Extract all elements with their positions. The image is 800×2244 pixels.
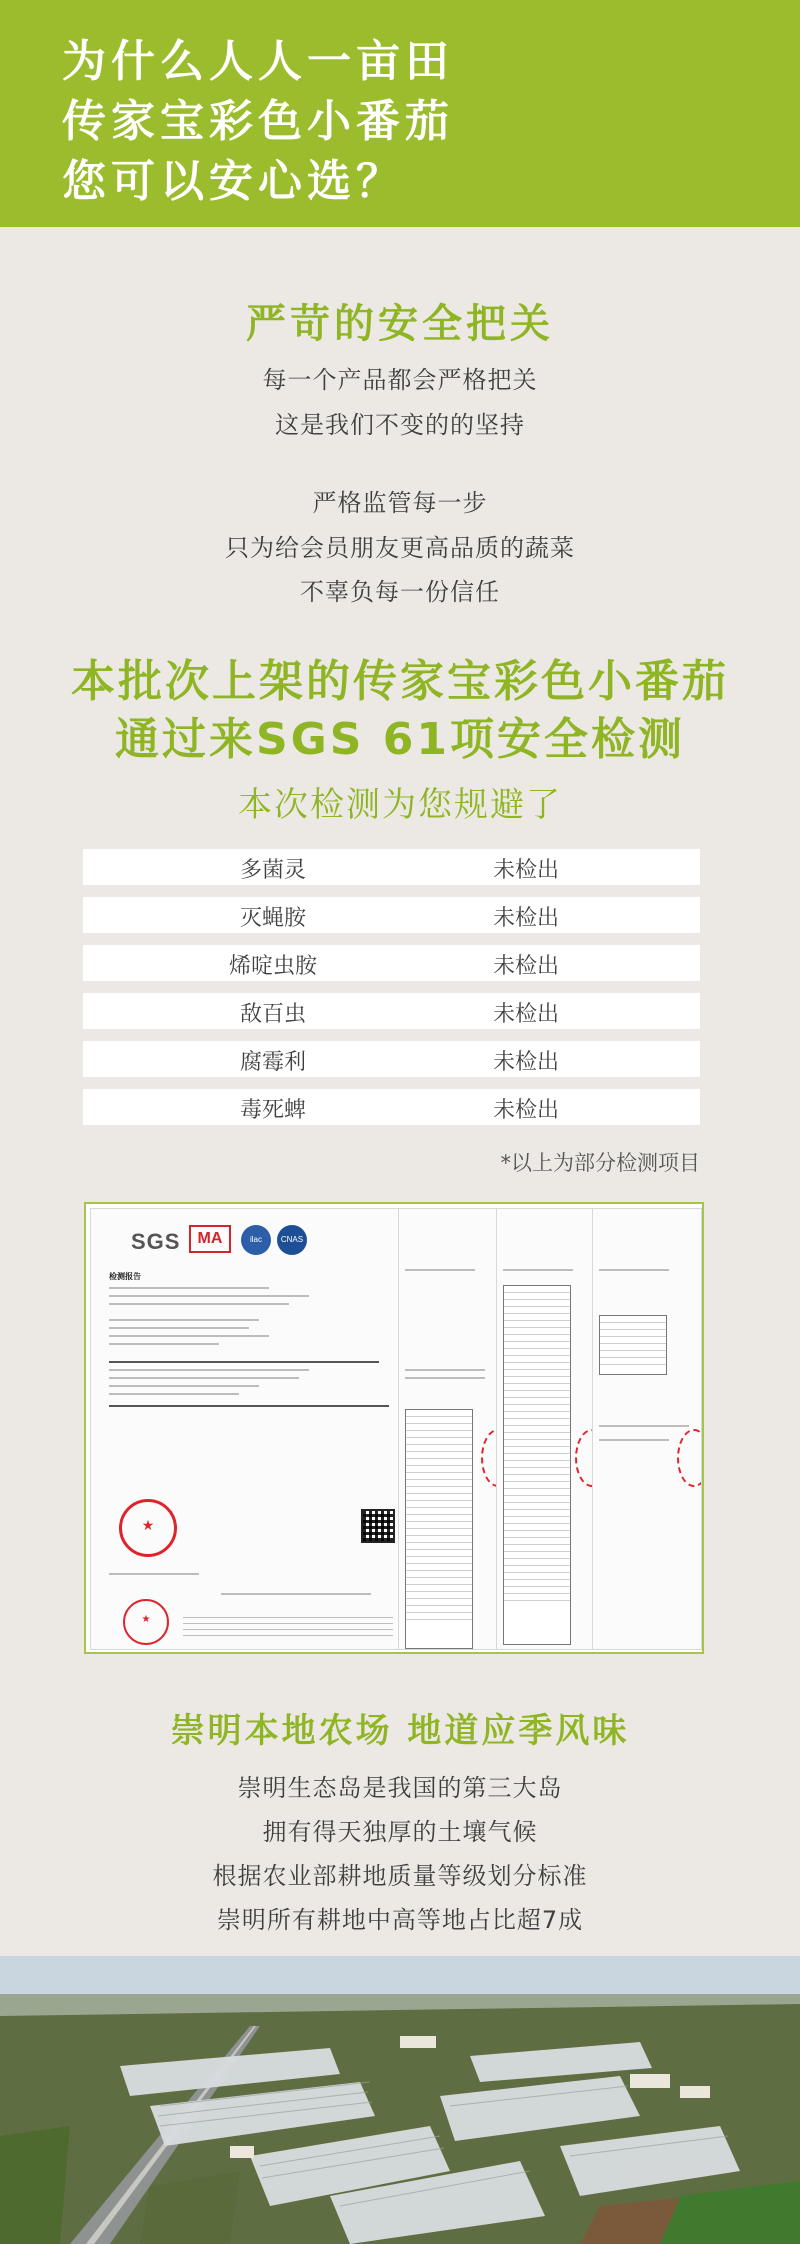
result-list-entry <box>406 1424 472 1431</box>
report-page-4 <box>592 1208 702 1650</box>
result-list-entry <box>504 1482 570 1489</box>
result-list-entry <box>406 1473 472 1480</box>
report-page-main <box>90 1208 402 1650</box>
result-list-column <box>503 1285 571 1645</box>
result-list-entry <box>600 1344 666 1351</box>
test-item-result: 未检出 <box>493 906 560 931</box>
report-text-line <box>405 1369 485 1371</box>
safety-line-4: 只为给会员朋友更高品质的蔬菜 <box>225 534 575 562</box>
farmland-illustration <box>0 1956 800 2244</box>
result-list-entry <box>406 1606 472 1613</box>
report-text-line <box>405 1269 475 1271</box>
result-list-entry <box>504 1328 570 1335</box>
result-list-entry <box>504 1580 570 1587</box>
result-list-entry <box>406 1536 472 1543</box>
result-list-entry <box>504 1363 570 1370</box>
result-list-entry <box>504 1573 570 1580</box>
header-line-2: 传家宝彩色小番茄 <box>62 96 454 147</box>
result-list-entry <box>406 1501 472 1508</box>
result-list-entry <box>504 1559 570 1566</box>
result-list-entry <box>406 1585 472 1592</box>
result-list-entry <box>504 1461 570 1468</box>
header-banner <box>0 0 800 227</box>
partial-items-note: *以上为部分检测项目 <box>500 1151 700 1175</box>
result-list-entry <box>406 1417 472 1424</box>
report-text-line <box>183 1635 393 1636</box>
result-list-entry <box>406 1529 472 1536</box>
report-text-line <box>109 1361 379 1363</box>
result-list-entry <box>504 1300 570 1307</box>
report-text-line <box>405 1377 485 1379</box>
result-list-entry <box>504 1405 570 1412</box>
result-list-entry <box>406 1515 472 1522</box>
safety-line-2: 这是我们不变的的坚持 <box>275 411 525 439</box>
farm-line-3: 根据农业部耕地质量等级划分标准 <box>212 1862 588 1890</box>
report-text-line <box>183 1629 393 1630</box>
report-text-line <box>109 1393 239 1395</box>
result-list-entry <box>504 1342 570 1349</box>
result-list-entry <box>406 1571 472 1578</box>
result-list-entry <box>504 1475 570 1482</box>
result-list-entry <box>504 1552 570 1559</box>
table-row <box>83 1041 700 1077</box>
result-list-entry <box>504 1412 570 1419</box>
cma-logo: MA <box>189 1225 231 1253</box>
report-text-line <box>109 1369 309 1371</box>
test-results-table <box>83 849 700 1137</box>
result-list-entry <box>504 1391 570 1398</box>
ilac-logo: ilac <box>241 1225 271 1255</box>
result-list-entry <box>504 1517 570 1524</box>
result-list-entry <box>600 1330 666 1337</box>
result-list-entry <box>600 1351 666 1358</box>
test-item-result: 未检出 <box>493 1098 560 1123</box>
red-seal-icon: ★ <box>123 1599 169 1645</box>
table-row <box>83 849 700 885</box>
header-line-1: 为什么人人一亩田 <box>62 36 454 87</box>
result-list-entry <box>406 1410 472 1417</box>
result-list-entry <box>504 1496 570 1503</box>
farm-title: 崇明本地农场 地道应季风味 <box>170 1711 630 1751</box>
red-seal-icon: ★ <box>119 1499 177 1557</box>
report-title: 检测报告 <box>109 1272 141 1281</box>
result-list-entry <box>504 1531 570 1538</box>
sgs-report-image <box>84 1202 704 1654</box>
red-seal-icon <box>677 1429 702 1487</box>
report-text-line <box>109 1295 309 1297</box>
result-list-entry <box>406 1578 472 1585</box>
result-list-entry <box>406 1613 472 1620</box>
result-list-entry <box>504 1594 570 1601</box>
result-list-entry <box>504 1503 570 1510</box>
farm-aerial-photo <box>0 1956 800 2244</box>
result-list-entry <box>504 1433 570 1440</box>
result-list-entry <box>504 1545 570 1552</box>
result-list-entry <box>504 1356 570 1363</box>
report-text-line <box>599 1439 669 1441</box>
report-page-3 <box>496 1208 598 1650</box>
test-item-name: 灭蝇胺 <box>239 906 306 931</box>
test-item-result: 未检出 <box>493 858 560 883</box>
result-list-entry <box>406 1445 472 1452</box>
report-text-line <box>109 1343 219 1345</box>
result-list-entry <box>504 1314 570 1321</box>
header-line-3: 您可以安心选？ <box>62 156 405 207</box>
qr-code-icon <box>361 1509 395 1543</box>
result-list-entry <box>406 1522 472 1529</box>
result-list-entry <box>504 1419 570 1426</box>
table-row <box>83 945 700 981</box>
report-page-2 <box>398 1208 500 1650</box>
table-row <box>83 897 700 933</box>
result-list-entry <box>406 1438 472 1445</box>
result-list-entry <box>600 1337 666 1344</box>
report-text-line <box>109 1327 249 1329</box>
report-text-line <box>599 1425 689 1427</box>
report-text-line <box>109 1303 289 1305</box>
farm-line-4: 崇明所有耕地中高等地占比超7成 <box>216 1906 584 1934</box>
report-text-line <box>109 1385 259 1387</box>
safety-title: 严苛的安全把关 <box>246 301 554 347</box>
report-text-line <box>221 1593 371 1595</box>
result-list-entry <box>504 1489 570 1496</box>
report-text-line <box>183 1623 393 1624</box>
table-row <box>83 993 700 1029</box>
result-list-entry <box>504 1398 570 1405</box>
result-list-entry <box>406 1508 472 1515</box>
safety-line-1: 每一个产品都会严格把关 <box>262 366 538 394</box>
test-item-name: 多菌灵 <box>239 858 306 883</box>
test-item-name: 腐霉利 <box>239 1050 306 1075</box>
safety-line-3: 严格监管每一步 <box>312 489 488 517</box>
sgs-title-line-2: 通过来SGS 61项安全检测 <box>114 714 686 765</box>
test-item-name: 敌百虫 <box>239 1002 306 1027</box>
test-item-result: 未检出 <box>493 1002 560 1027</box>
report-text-line <box>109 1377 299 1379</box>
result-list-entry <box>504 1587 570 1594</box>
result-list-entry <box>406 1480 472 1487</box>
report-text-line <box>599 1269 669 1271</box>
sgs-logo: SGS <box>131 1229 181 1254</box>
result-list-entry <box>504 1510 570 1517</box>
result-list-entry <box>600 1323 666 1330</box>
test-item-result: 未检出 <box>493 954 560 979</box>
table-row <box>83 1089 700 1125</box>
result-list-entry <box>504 1293 570 1300</box>
result-list-entry <box>504 1307 570 1314</box>
result-list-entry <box>504 1286 570 1293</box>
sgs-subtitle: 本次检测为您规避了 <box>238 785 562 825</box>
result-list-entry <box>600 1358 666 1365</box>
result-list-entry <box>504 1538 570 1545</box>
result-list-entry <box>504 1447 570 1454</box>
result-list-entry <box>504 1370 570 1377</box>
result-list-entry <box>504 1468 570 1475</box>
result-list-entry <box>406 1431 472 1438</box>
test-item-result: 未检出 <box>493 1050 560 1075</box>
sgs-title-line-1: 本批次上架的传家宝彩色小番茄 <box>71 656 729 707</box>
result-list-column <box>599 1315 667 1375</box>
result-list-entry <box>504 1377 570 1384</box>
report-text-line <box>109 1405 389 1407</box>
result-list-entry <box>504 1321 570 1328</box>
result-list-entry <box>406 1452 472 1459</box>
farm-line-1: 崇明生态岛是我国的第三大岛 <box>237 1774 563 1802</box>
report-text-line <box>109 1287 269 1289</box>
result-list-entry <box>504 1454 570 1461</box>
result-list-entry <box>600 1316 666 1323</box>
result-list-entry <box>406 1557 472 1564</box>
safety-line-5: 不辜负每一份信任 <box>300 578 500 606</box>
result-list-entry <box>406 1466 472 1473</box>
result-list-entry <box>406 1564 472 1571</box>
report-text-line <box>503 1269 573 1271</box>
result-list-entry <box>504 1524 570 1531</box>
cnas-logo: CNAS <box>277 1225 307 1255</box>
test-item-name: 毒死蜱 <box>239 1098 306 1123</box>
result-list-column <box>405 1409 473 1649</box>
test-item-name: 烯啶虫胺 <box>228 954 317 979</box>
result-list-entry <box>504 1566 570 1573</box>
result-list-entry <box>406 1599 472 1606</box>
result-list-entry <box>406 1487 472 1494</box>
result-list-entry <box>504 1335 570 1342</box>
result-list-entry <box>504 1349 570 1356</box>
report-text-line <box>109 1573 199 1575</box>
farm-line-2: 拥有得天独厚的土壤气候 <box>262 1818 538 1846</box>
report-text-line <box>109 1335 269 1337</box>
result-list-entry <box>504 1440 570 1447</box>
report-text-line <box>183 1617 393 1618</box>
result-list-entry <box>504 1384 570 1391</box>
result-list-entry <box>406 1550 472 1557</box>
result-list-entry <box>406 1459 472 1466</box>
report-text-line <box>109 1319 259 1321</box>
result-list-entry <box>406 1494 472 1501</box>
result-list-entry <box>406 1543 472 1550</box>
result-list-entry <box>504 1426 570 1433</box>
result-list-entry <box>406 1592 472 1599</box>
